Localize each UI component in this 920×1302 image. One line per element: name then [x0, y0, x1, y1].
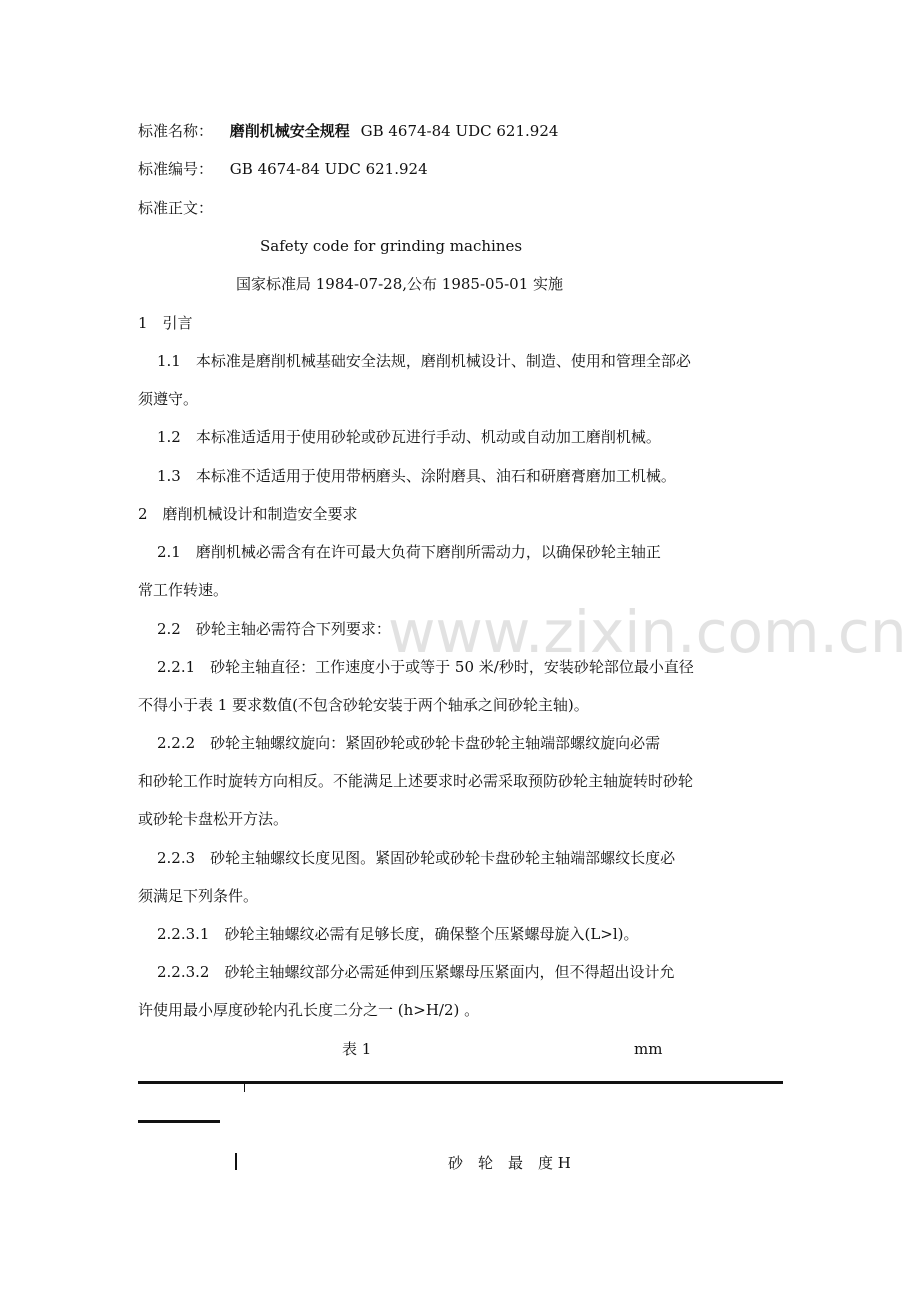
paragraph-line: 2.2 砂轮主轴必需符合下列要求： [157, 620, 391, 638]
paragraph-line: 或砂轮卡盘松开方法。 [138, 810, 289, 828]
paragraph-line: 2.2.3.2 砂轮主轴螺纹部分必需延伸到压紧螺母压紧面内，但不得超出设计允 [157, 963, 675, 981]
paragraph-line: 2.1 磨削机械必需含有在许可最大负荷下磨削所需动力，以确保砂轮主轴正 [157, 543, 661, 561]
paragraph-line: 许使用最小厚度砂轮内孔长度二分之一 (h>H/2) 。 [138, 1001, 480, 1019]
table-unit: mm [634, 1040, 663, 1058]
paragraph-line: 常工作转速。 [138, 581, 229, 599]
standard-name-title: 磨削机械安全规程 [229, 122, 350, 140]
standard-body-label: 标准正文： [138, 199, 214, 217]
table-column-tick [244, 1084, 245, 1092]
standard-number-label: 标准编号： [138, 160, 214, 178]
issue-line: 国家标准局 1984-07-28,公布 1985-05-01 实施 [236, 275, 564, 293]
paragraph-line: 2.2.3.1 砂轮主轴螺纹必需有足够长度，确保整个压紧螺母旋入(L>l)。 [157, 925, 639, 943]
paragraph-line: 不得小于表 1 要求数值(不包含砂轮安装于两个轴承之间砂轮主轴)。 [138, 696, 589, 714]
paragraph-line: 1.3 本标准不适适用于使用带柄磨头、涂附磨具、油石和研磨膏磨加工机械。 [157, 467, 676, 485]
paragraph-line: 2.2.3 砂轮主轴螺纹长度见图。紧固砂轮或砂轮卡盘砂轮主轴端部螺纹长度必 [157, 849, 676, 867]
standard-name-code: GB 4674-84 UDC 621.924 [360, 122, 559, 140]
section-heading: 2 磨削机械设计和制造安全要求 [138, 505, 358, 523]
table-caption: 表 1 [342, 1040, 372, 1058]
standard-number-value: GB 4674-84 UDC 621.924 [229, 160, 428, 178]
english-title: Safety code for grinding machines [260, 237, 523, 255]
section-heading: 1 引言 [138, 314, 193, 332]
paragraph-line: 2.2.2 砂轮主轴螺纹旋向：紧固砂轮或砂轮卡盘砂轮主轴端部螺纹旋向必需 [157, 734, 661, 752]
paragraph-line: 须满足下列条件。 [138, 887, 259, 905]
paragraph-line: 须遵守。 [138, 390, 199, 408]
paragraph-line: 1.2 本标准适适用于使用砂轮或砂瓦进行手动、机动或自动加工磨削机械。 [157, 428, 661, 446]
standard-number-row [138, 160, 428, 178]
paragraph-line: 2.2.1 砂轮主轴直径：工作速度小于或等于 50 米/秒时，安装砂轮部位最小直径 [157, 658, 694, 676]
table-header-span: 砂 轮 最 度 H [448, 1154, 571, 1172]
table-column-divider [235, 1153, 237, 1170]
standard-name-label: 标准名称： [138, 122, 214, 140]
table-header-rule [138, 1120, 220, 1123]
watermark: www.zixin.com.cn [388, 598, 907, 666]
standard-name-row [138, 122, 558, 140]
table-top-rule [138, 1081, 783, 1084]
paragraph-line: 和砂轮工作时旋转方向相反。不能满足上述要求时必需采取预防砂轮主轴旋转时砂轮 [138, 772, 694, 790]
paragraph-line: 1.1 本标准是磨削机械基础安全法规，磨削机械设计、制造、使用和管理全部必 [157, 352, 691, 370]
